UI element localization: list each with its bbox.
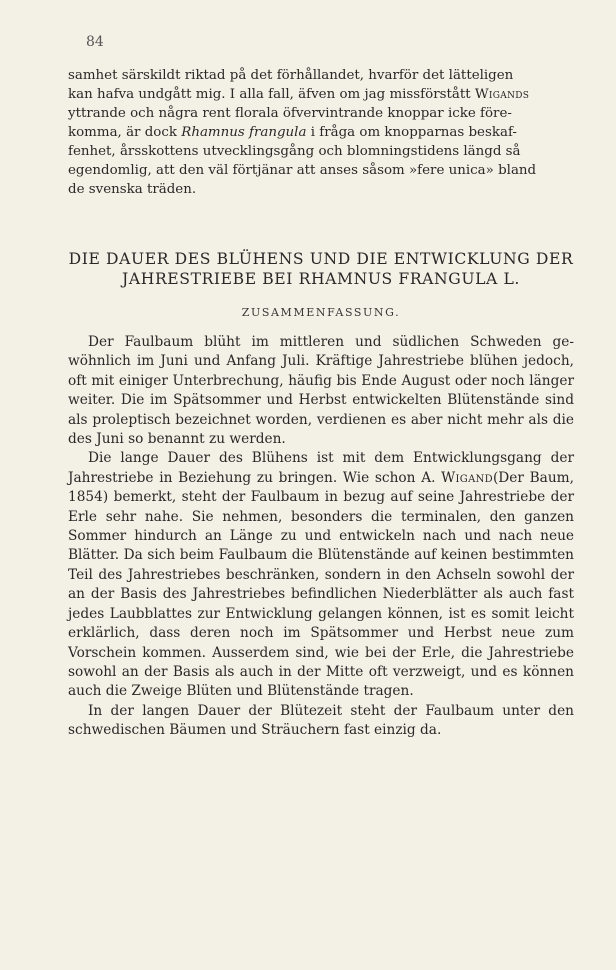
intro-line: komma, är dock Rhamnus frangula i fråga om knopparnas beskaf- xyxy=(68,125,517,140)
intro-paragraph xyxy=(68,66,574,199)
paragraph-2: Die lange Dauer des Blühens ist mit dem Entwicklungsgang der Jahrestriebe in Beziehung zu bringen. Wie schon A. Wigand(Der Baum, 1854) bemerkt, steht der Faulbaum in bezug auf seine Jahrestriebe der Erle sehr nahe. Sie nehmen, besonders die terminalen, den ganzen Sommer hindurch an Länge zu und entwickeln nach und nach neue Blätter. Da sich beim Faulbaum die Blütenstände auf keinen bestimmten Teil des Jahrestriebes beschränken, sondern in den Achseln sowohl der an der Basis des Jahrestriebes befindlichen Niederblätter als auch fast jedes Laubblattes zur Entwicklung gelangen können, ist es somit leicht erklärlich, dass deren noch im Spätsommer und Herbst neue zum Vorschein kommen. Ausserdem sind, wie bei der Erle, die Jahrestriebe sowohl an der Basis als auch in der Mitte oft verzweigt, und es können auch die Zweige Blüten und Blütenstände tragen. xyxy=(68,450,574,700)
intro-line: samhet särskildt riktad på det förhållandet, hvarför det lätteligen xyxy=(68,68,514,83)
section-subheading: ZUSAMMENFASSUNG. xyxy=(241,306,401,319)
section-heading xyxy=(68,249,574,289)
heading-line-2: JAHRESTRIEBE BEI RHAMNUS FRANGULA L. xyxy=(122,270,520,288)
intro-line: yttrande och några rent florala öfvervintrande knoppar icke före- xyxy=(68,106,512,121)
author-name: Wigand xyxy=(441,469,493,486)
summary-body xyxy=(68,333,574,741)
intro-line: egendomlig, att den väl förtjänar att anses såsom »fere unica» bland xyxy=(68,163,537,178)
intro-line: kan hafva undgått mig. I alla fall, äfven om jag missförstått Wigands xyxy=(68,87,530,102)
author-name: Wigands xyxy=(474,87,530,102)
intro-line: de svenska träden. xyxy=(68,182,197,197)
page-number: 84 xyxy=(86,34,104,50)
heading-line-1: DIE DAUER DES BLÜHENS UND DIE ENTWICKLUNG DER xyxy=(68,250,574,268)
intro-line: fenhet, årsskottens utvecklingsgång och blomningstidens längd så xyxy=(68,144,521,159)
paragraph-1: Der Faulbaum blüht im mittleren und südlichen Schweden gewöhnlich im Juni und Anfang Juli. Kräftige Jahrestriebe blühen jedoch, oft mit einiger Unterbrechung, häufig bis Ende August oder noch länger weiter. Die im Spätsommer und Herbst entwickelten Blütenstände sind als proleptisch bezeichnet worden, verdienen es aber nicht mehr als die des Juni so benannt zu werden. xyxy=(68,334,574,448)
paragraph-3: In der langen Dauer der Blütezeit steht der Faulbaum unter den schwedischen Bäumen und Sträuchern fast einzig da. xyxy=(68,702,574,739)
page-content xyxy=(68,66,574,741)
italic-species-name: Rhamnus frangula xyxy=(181,125,307,140)
